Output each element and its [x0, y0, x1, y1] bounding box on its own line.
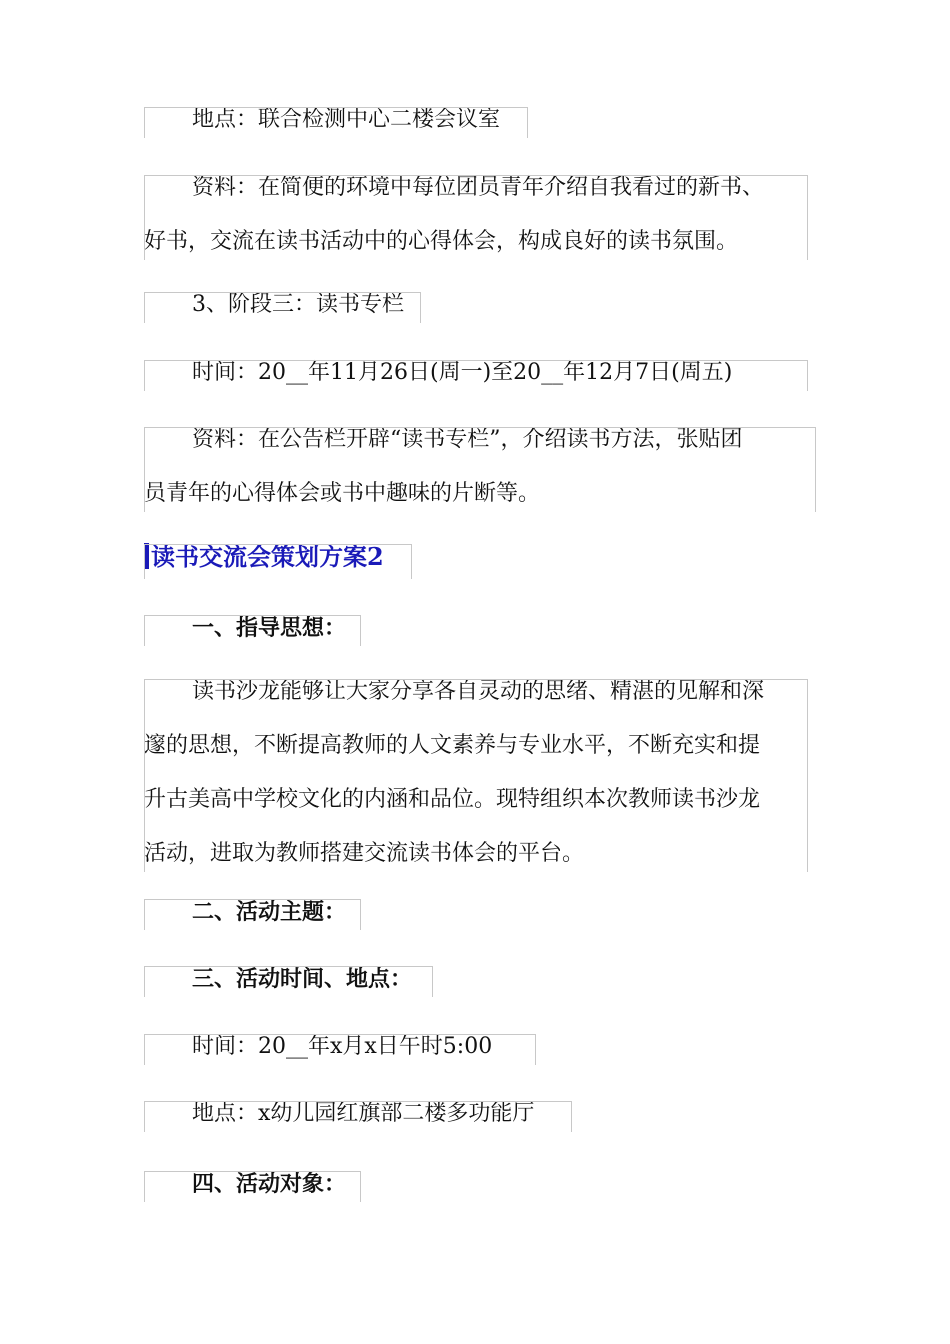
place-text: 地点：x幼儿园红旗部二楼多功能厅 [192, 1101, 535, 1126]
guiding-heading [144, 601, 346, 655]
guiding-line: 读书沙龙能够让大家分享各自灵动的思绪、精湛的见解和深 [192, 679, 765, 704]
guiding-paragraph [144, 665, 764, 881]
content-line: 资料：在公告栏开辟“读书专栏”，介绍读书方法，张贴团 [192, 427, 743, 452]
content-paragraph-3 [144, 413, 743, 521]
time-paragraph [144, 1020, 492, 1074]
content-paragraph-1 [144, 161, 764, 269]
guiding-line: 邃的思想，不断提高教师的人文素养与专业水平，不断充实和提 [144, 733, 761, 758]
heading-marker-icon [144, 543, 149, 569]
stage-three-text: 3、阶段三：读书专栏 [192, 292, 404, 317]
guiding-line: 活动，进取为教师搭建交流读书体会的平台。 [144, 841, 585, 866]
venue-text: 地点：联合检测中心二楼会议室 [192, 107, 501, 132]
venue-paragraph [144, 93, 500, 147]
section-title [144, 530, 384, 584]
content-line: 资料：在简便的环境中每位团员青年介绍自我看过的新书、 [192, 175, 765, 200]
stage-three-time-paragraph [144, 346, 732, 400]
time-place-heading [144, 952, 412, 1006]
section-title-text: 读书交流会策划方案2 [151, 542, 384, 571]
stage-three-time-text: 时间：20__年11月26日(周一)至20__年12月7日(周五) [192, 360, 733, 385]
theme-heading-text: 二、活动主题： [192, 899, 347, 925]
time-place-heading-text: 三、活动时间、地点： [192, 966, 413, 992]
theme-heading [144, 885, 346, 939]
guiding-line: 升古美高中学校文化的内涵和品位。现特组织本次教师读书沙龙 [144, 787, 761, 812]
time-text: 时间：20__年x月x日午时5:00 [192, 1034, 493, 1059]
guiding-heading-text: 一、指导思想： [192, 615, 347, 641]
stage-three-paragraph [144, 278, 404, 332]
content-line: 好书，交流在读书活动中的心得体会，构成良好的读书氛围。 [144, 229, 739, 254]
content-line: 员青年的心得体会或书中趣味的片断等。 [144, 481, 541, 506]
target-heading [144, 1157, 346, 1211]
place-paragraph [144, 1087, 534, 1141]
target-heading-text: 四、活动对象： [192, 1171, 347, 1197]
